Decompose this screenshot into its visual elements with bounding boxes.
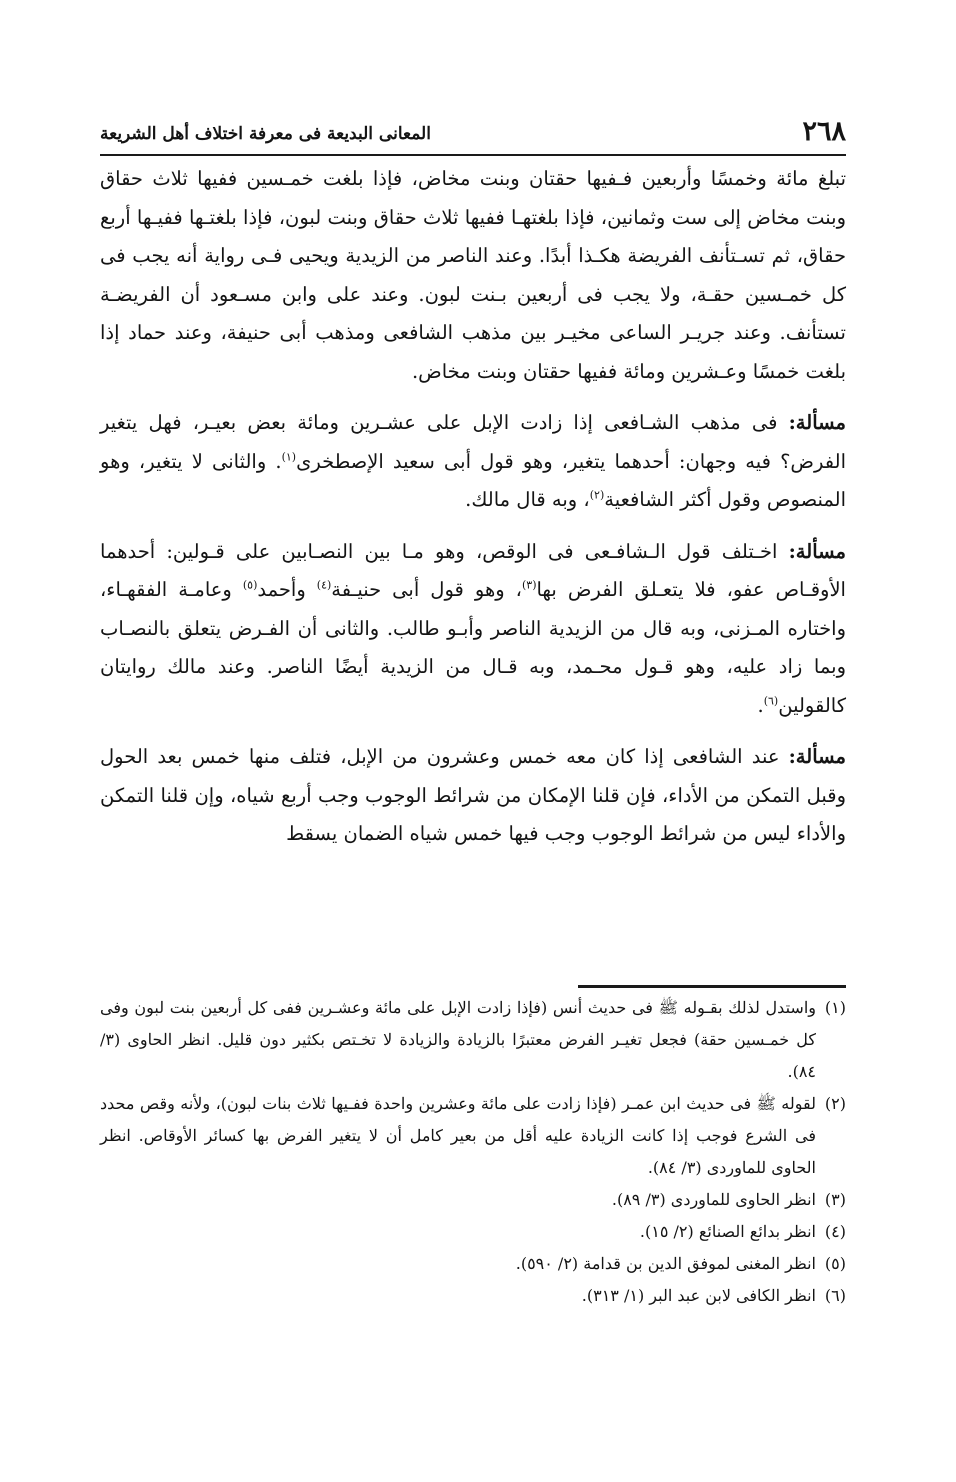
- paragraph-text: عند الشافعى إذا كان معه خمس وعشرون من الإبل، فتلف منها خمس بعد الحول وقبل التمكن من الأداء، فإن قلنا الإمكان من شرائط الوجوب وجب أربع شياه، وإن قلنا التمكن والأداء ليس من شرائط الوجوب وجب فيها خمس شياه الضمان يسقط: [100, 745, 846, 845]
- footnote-text: لقوله ﷺ فى حديث ابن عمـر (فإذا زادت على مائة وعشرين واحدة ففـيها ثلاث بنات لبون)، ولأنه وقص محدد فى الشرع فوجب إذا كانت الزيادة عليه أقل من بعير كامل أن لا يتغير الفرض بها كسائر الأوقاص. انظر الحاوى للماوردى (٣/ ٨٤).: [100, 1094, 816, 1177]
- footnote-text: انظر الحاوى للماوردى (٣/ ٨٩).: [611, 1190, 816, 1209]
- question-label: مسألة:: [788, 411, 846, 434]
- footnote-6: [100, 1280, 846, 1312]
- paragraph-text: وعامـة الفقهـاء، واختاره المـزنى، وبه قال من الزيدية الناصر وأبـو طالب. والثانى أن الفـرض يتعلق بالنصـاب وبما زاد عليه، وهو قـول محـمد، وبه قـال من الزيدية أيضًا الناصر. وعند مالك روايتان كالقولين: [100, 578, 846, 717]
- footnote-number: (٣): [824, 1190, 846, 1209]
- paragraph-text: .: [757, 693, 764, 717]
- footnote-number: (٢): [824, 1094, 846, 1113]
- footnote-number: (٦): [824, 1286, 846, 1305]
- footnote-text: انظر بدائع الصنائع (٢/ ١٥).: [639, 1222, 816, 1241]
- footnote-ref-5[interactable]: (٥): [242, 578, 258, 592]
- footnote-text: انظر المغنى لموفق الدين بن قدامة (٢/ ٥٩٠).: [515, 1254, 816, 1273]
- footnote-1: [100, 992, 846, 1088]
- footnote-ref-3[interactable]: (٣): [521, 578, 537, 592]
- question-label: مسألة:: [788, 539, 846, 563]
- paragraph-3: [100, 533, 846, 726]
- footnote-text: واستدل لذلك بقـوله ﷺ فى حديث أنس (فإذا زادت الإبل على مائة وعشـرين ففى كل أربعين بنت لبون وفى كل خمـسين حقة) فجعل تغيـر الفرض معتبرًا بالزيادة والزيادة لا تخـتص بكثير دون قليل. انظر الحاوى (٣/ ٨٤).: [100, 998, 816, 1081]
- footnote-ref-2[interactable]: (٢): [589, 488, 605, 502]
- paragraph-2: [100, 404, 846, 520]
- paragraph-text: اخـتلف قول الـشافـعى فى الوقص، وهو مـا بين النصـابين على قـولين: أحدهما الأوقـاص عفو، فلا يتعـلق الفرض بها: [100, 539, 846, 601]
- main-text: [100, 160, 846, 867]
- footnote-ref-4[interactable]: (٤): [316, 578, 332, 592]
- page-header: [100, 112, 846, 156]
- running-title: المعانى البديعة فى معرفة اختلاف أهل الشريعة: [100, 124, 431, 144]
- footnote-2: [100, 1088, 846, 1184]
- footnote-ref-6[interactable]: (٦): [763, 694, 779, 707]
- footnote-number: (١): [824, 998, 846, 1017]
- paragraph-text: . والثانى لا يتغير، وهو المنصوص وقول أكثر الشافعية: [100, 449, 846, 511]
- paragraph-text: ، وهو قول أبى حنيـفة: [331, 578, 522, 601]
- footnote-text: انظر الكافى لابن عبد البر (١/ ٣١٣).: [581, 1286, 816, 1305]
- paragraph-text: وأحمد: [257, 578, 317, 601]
- paragraph-text: فى مذهب الشـافعى إذا زادت الإبل على عشـرين ومائة بعض بعيـر، فهل يتغير الفرض؟ فيه وجهان: أحدهما يتغير، وهو قول أبى سعيد الإصطخرى: [100, 411, 846, 473]
- footnote-number: (٥): [824, 1254, 846, 1273]
- paragraph-text: ، وبه قال مالك.: [465, 488, 590, 511]
- paragraph-1: تبلغ مائة وخمسًا وأربعين فـفيها حقتان وبنت مخاض، فإذا بلغت خمـسين ففيها ثلاث حقاق وبنت مخاض إلى ست وثمانين، فإذا بلغتهـا ففيها ثلاث حقاق وبنت لبون، فإذا بلغتـها ففيـها أربع حقاق، ثم تسـتأنف الفريضة هكـذا أبدًا. وعند الناصر من الزيدية ويحيى فـى رواية أنه يجب فى كل خمـسين حقـة، ولا يجب فى أربعين بـنت لبون. وعند على وابن مسـعود أن الفريضـة تستأنف. وعند جريـر الساعى مخيـر بين مذهب الشافعى ومذهب أبى حنيفة، وعند حماد إذا بلغت خمسًا وعـشرين ومائة ففيها حقتان وبنت مخاض.: [100, 167, 846, 383]
- footnotes: [100, 992, 846, 1312]
- question-label: مسألة:: [788, 745, 846, 768]
- footnote-number: (٤): [824, 1222, 846, 1241]
- footnote-divider: [578, 985, 846, 988]
- page-number: ٢٦٨: [802, 116, 846, 147]
- footnote-4: [100, 1216, 846, 1248]
- paragraph-4: [100, 738, 846, 854]
- footnote-5: [100, 1248, 846, 1280]
- footnote-3: [100, 1184, 846, 1216]
- footnote-ref-1[interactable]: (١): [281, 450, 297, 463]
